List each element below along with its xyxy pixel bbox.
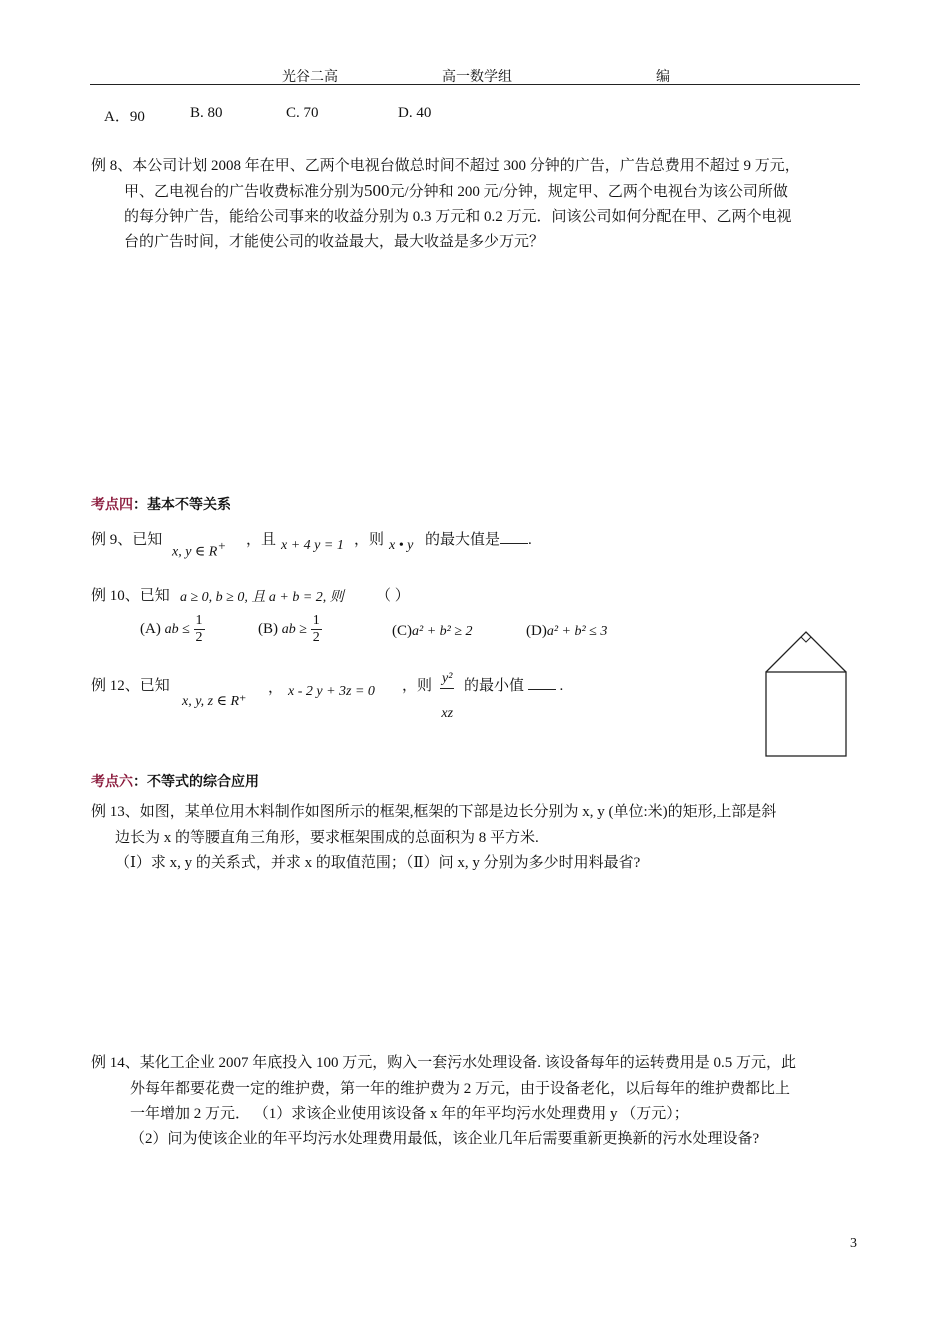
ex10-option-a: [140, 613, 205, 646]
ex8-line2-c: 元/分钟和 200 元/分钟，规定甲、乙两个电视台为该公司所做: [389, 184, 788, 200]
ex9-cond2: x + 4 y = 1: [281, 538, 344, 553]
ex8-line1: 例 8、本公司计划 2008 年在甲、乙两个电视台做总时间不超过 300 分钟的广告，广告总费用不超过 9 万元，: [91, 158, 800, 174]
ex12-then: ，则: [402, 678, 433, 694]
header-edit: 编: [656, 70, 670, 85]
ex12-prefix: 例 12、已知: [91, 678, 170, 694]
frac-denominator: 2: [195, 630, 203, 645]
ex10-opt-c-expr: a² + b² ≥ 2: [412, 624, 473, 639]
ex9-then: ，则: [354, 532, 385, 548]
frac-numerator: 1: [312, 613, 320, 628]
ex10-opt-a-label: (A): [140, 620, 161, 637]
ex13-line2: 边长为 x 的等腰直角三角形，要求框架围成的总面积为 8 平方米.: [115, 830, 539, 846]
ex12-suffix-text: 的最小值: [464, 678, 525, 694]
frame-figure: [760, 628, 856, 762]
ex10-option-c: [392, 623, 473, 640]
section4-rest: ：基本不等关系: [133, 497, 231, 513]
frac-numerator: 1: [195, 613, 203, 628]
ex9-suffix: [425, 528, 532, 549]
ex12-cond: x, y, z ∈ R⁺: [182, 694, 247, 709]
ex9-period: .: [528, 532, 532, 548]
frac-denominator: 2: [312, 630, 320, 645]
ex14-line4: （2）问为使该企业的年平均污水处理费用最低，该企业几年后需要重新更换新的污水处理设备?: [130, 1131, 760, 1147]
ex8-line4: 台的广告时间，才能使公司的收益最大，最大收益是多少万元？: [124, 234, 545, 250]
section4-label: 考点四: [91, 497, 133, 513]
ex12-eq: x - 2 y + 3z = 0: [288, 684, 375, 699]
ex13-line3: （Ⅰ）求 x, y 的关系式，并求 x 的取值范围；（Ⅱ）问 x, y 分别为多少时用料最省?: [115, 855, 641, 871]
section4-title: [91, 494, 231, 514]
ex8-line2-a: 甲、乙电视台的广告收费标准分别为: [124, 184, 365, 200]
ex8-line2: [124, 180, 788, 201]
ex9-expr: x • y: [389, 538, 414, 553]
section6-label: 考点六: [91, 774, 133, 790]
ex12-period: .: [559, 678, 564, 694]
ex10-cond: a ≥ 0, b ≥ 0, 且 a + b = 2, 则: [180, 590, 344, 605]
header-group: 高一数学组: [442, 70, 512, 85]
rectangle-bottom: [766, 672, 846, 756]
ex14-line3: 一年增加 2 万元． （1）求该企业使用该设备 x 年的年平均污水处理费用 y （万元）；: [130, 1106, 689, 1122]
answer-blank: [528, 675, 556, 690]
ex14-line2: 外每年都要花费一定的维护费，第一年的维护费为 2 万元，由于设备老化，以后每年的维护费都比上: [130, 1081, 791, 1097]
ex9-suffix-text: 的最大值是: [425, 532, 501, 548]
right-angle-mark: [801, 637, 811, 642]
header-school: 光谷二高: [282, 70, 338, 85]
section6-title: [91, 771, 259, 791]
q7-option-b: B. 80: [190, 105, 223, 121]
ex9-cond1-text: x, y ∈ R: [172, 544, 218, 560]
ex10-opt-c-label: (C): [392, 623, 412, 639]
ex10-opt-a-frac: [194, 613, 205, 646]
header-rule: [90, 84, 860, 85]
triangle-top: [766, 632, 846, 672]
q7-option-a: A．90: [104, 109, 145, 125]
ex10-paren: （ ）: [376, 588, 410, 604]
section6-rest: ：不等式的综合应用: [133, 774, 259, 790]
ex12-fraction-denominator: xz: [441, 706, 454, 721]
ex8-line3: 的每分钟广告，能给公司事来的收益分别为 0.3 万元和 0.2 万元．问该公司如何分配在甲、乙两个电视: [124, 209, 792, 225]
ex10-option-d: [526, 623, 607, 640]
ex10-opt-b-expr: ab ≥: [281, 621, 307, 637]
ex10-opt-b-frac: [311, 613, 322, 646]
q7-option-d: D. 40: [398, 105, 432, 121]
ex10-opt-a-expr: ab ≤: [164, 621, 190, 637]
ex12-comma: ，: [268, 680, 284, 696]
ex9-and: ，且: [246, 532, 277, 548]
ex10-prefix: 例 10、已知: [91, 588, 170, 604]
ex10-opt-b-label: (B): [258, 620, 278, 637]
ex10-opt-d-expr: a² + b² ≤ 3: [546, 624, 608, 639]
ex9-cond1: [172, 538, 226, 561]
ex12-suffix: [464, 674, 563, 695]
ex14-line1: 例 14、某化工企业 2007 年底投入 100 万元，购入一套污水处理设备. 该设备每年的运转费用是 0.5 万元，此: [91, 1055, 797, 1071]
page-number: 3: [850, 1236, 857, 1251]
ex9-prefix: 例 9、已知: [91, 532, 163, 548]
ex10-option-b: [258, 613, 322, 646]
q7-option-c: C. 70: [286, 105, 319, 121]
ex12-fraction-numerator: y²: [440, 670, 454, 689]
ex9-sup: +: [217, 538, 227, 553]
ex10-opt-d-label: (D): [526, 623, 547, 639]
ex13-line1: 例 13、如图，某单位用木料制作如图所示的框架,框架的下部是边长分别为 x, y (单位:米)的矩形,上部是斜: [91, 804, 777, 820]
ex8-500: 500: [364, 181, 390, 200]
answer-blank: [500, 529, 528, 544]
ex12-fraction: [440, 670, 454, 723]
